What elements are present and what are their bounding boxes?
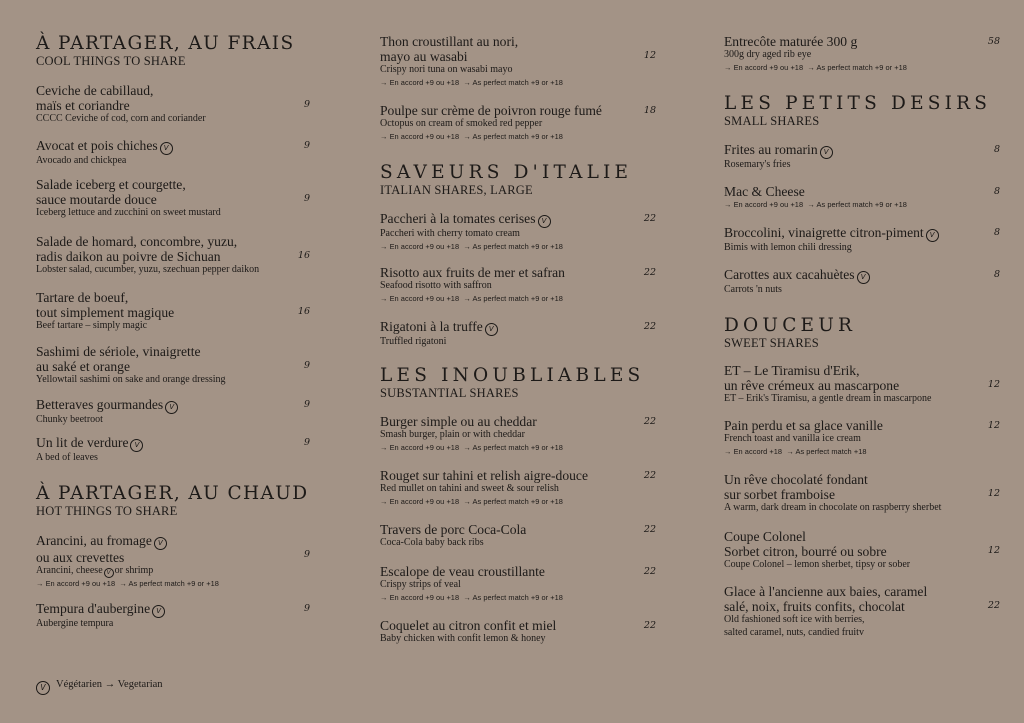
item-name-fr: Un lit de verdure — [36, 435, 129, 450]
vegetarian-icon: V — [820, 146, 833, 159]
arrow-icon: → — [463, 496, 471, 506]
item-price: 16 — [297, 306, 310, 317]
vegetarian-icon: V — [485, 323, 498, 336]
menu-item-poulpe — [380, 103, 656, 143]
vegetarian-icon: V — [104, 568, 114, 578]
item-price: 8 — [993, 227, 1000, 238]
section-subtitle: SWEET SHARES — [724, 336, 819, 350]
item-name-fr-line2: tout simplement magique — [36, 305, 175, 320]
item-price: 9 — [303, 99, 310, 110]
item-price: 9 — [303, 603, 310, 614]
item-price: 22 — [643, 416, 656, 427]
item-desc-en: Old fashioned soft ice with berries, — [724, 614, 865, 625]
item-name-fr: Thon croustillant au nori, — [380, 34, 519, 49]
item-desc-en: Iceberg lettuce and zucchini on sweet mustard — [36, 207, 221, 218]
arrow-icon: → — [463, 77, 471, 87]
item-name-fr-line2: salé, noix, fruits confits, chocolat — [724, 599, 905, 614]
pairing-note: → En accord +18 → As perfect match +18 — [724, 446, 867, 456]
legend-label-en: Vegetarian — [117, 679, 163, 690]
item-price: 12 — [987, 488, 1000, 499]
item-desc-en: Aubergine tempura — [36, 618, 114, 629]
item-desc-en: ET – Erik's Tiramisu, a gentle dream in mascarpone — [724, 393, 932, 404]
menu-item-verdure — [36, 435, 310, 465]
arrow-icon: → — [463, 241, 471, 251]
item-name-fr-line2: sauce moutarde douce — [36, 192, 157, 207]
section-title: LES INOUBLIABLES — [380, 365, 645, 386]
item-name-fr: Carottes aux cacahuètes — [724, 267, 855, 282]
section-cool-shares — [36, 33, 310, 68]
item-name-fr: Sashimi de sériole, vinaigrette — [36, 344, 201, 359]
arrow-icon: → — [36, 579, 44, 588]
item-desc-en-cont: or shrimp — [114, 565, 154, 576]
section-title: À PARTAGER, AU FRAIS — [36, 33, 295, 54]
pairing-note: → En accord +9 ou +18 → As perfect match +9 or +18 — [380, 77, 563, 87]
item-price: 12 — [987, 379, 1000, 390]
item-name-fr-line2: maïs et coriandre — [36, 98, 130, 113]
section-title: À PARTAGER, AU CHAUD — [36, 483, 309, 504]
item-price: 8 — [993, 269, 1000, 280]
pairing-note: → En accord +9 ou +18 → As perfect match +9 or +18 — [724, 200, 907, 209]
menu-item-arancini — [36, 533, 310, 590]
item-desc-en: 300g dry aged rib eye — [724, 49, 812, 60]
arrow-icon: → — [380, 131, 388, 141]
item-name-fr: Paccheri à la tomates cerises — [380, 211, 536, 226]
arrow-icon: → — [380, 496, 388, 506]
arrow-icon: → — [724, 446, 732, 456]
item-price: 22 — [643, 620, 656, 631]
item-name-fr: Rouget sur tahini et relish aigre-douce — [380, 468, 588, 483]
menu-item-coupe-colonel — [724, 529, 1000, 572]
item-desc-en: Rosemary's fries — [724, 159, 791, 170]
menu-item-mac-cheese — [724, 184, 1000, 211]
menu-item-tartare — [36, 290, 310, 333]
item-price: 12 — [987, 420, 1000, 431]
vegetarian-icon: V — [857, 271, 870, 284]
vegetarian-icon: V — [36, 681, 50, 695]
item-name-fr: Frites au romarin — [724, 142, 818, 157]
item-price: 12 — [987, 545, 1000, 556]
item-price: 8 — [993, 144, 1000, 155]
arrow-icon: → — [724, 200, 732, 209]
section-substantial-shares — [380, 365, 656, 400]
item-desc-en: French toast and vanilla ice cream — [724, 433, 861, 444]
arrow-icon: → — [807, 200, 815, 209]
menu-item-entrecote — [724, 34, 1000, 74]
item-name-fr: Travers de porc Coca-Cola — [380, 522, 527, 537]
menu-item-frites — [724, 142, 1000, 172]
item-desc-en: Crispy strips of veal — [380, 579, 461, 590]
item-name-fr: ET – Le Tiramisu d'Erik, — [724, 363, 860, 378]
item-name-fr: Coupe Colonel — [724, 529, 806, 544]
section-sweet-shares — [724, 315, 1000, 350]
vegetarian-icon: V — [926, 229, 939, 242]
item-price: 22 — [643, 470, 656, 481]
menu-item-homard — [36, 234, 310, 277]
menu-item-glace — [724, 584, 1000, 639]
item-name-fr-line2: sur sorbet framboise — [724, 487, 835, 502]
item-name-fr: Broccolini, vinaigrette citron-piment — [724, 225, 924, 240]
item-desc-en: Baby chicken with confit lemon & honey — [380, 633, 546, 644]
section-hot-shares — [36, 483, 310, 518]
item-price: 18 — [643, 105, 656, 116]
section-small-shares — [724, 93, 1000, 128]
menu-item-pain-perdu — [724, 418, 1000, 458]
item-desc-en: Smash burger, plain or with cheddar — [380, 429, 525, 440]
item-desc-en: Chunky beetroot — [36, 414, 103, 425]
item-name-fr: Arancini, au fromage — [36, 533, 152, 548]
arrow-icon: → — [463, 131, 471, 141]
section-title: DOUCEUR — [724, 315, 857, 336]
vegetarian-icon: V — [165, 401, 178, 414]
item-desc-en: Truffled rigatoni — [380, 336, 447, 347]
vegetarian-icon: V — [152, 605, 165, 618]
item-desc-en: Yellowtail sashimi on sake and orange dressing — [36, 374, 226, 385]
menu-item-travers — [380, 522, 656, 550]
item-desc-en: Carrots 'n nuts — [724, 284, 782, 295]
menu-item-risotto — [380, 265, 656, 305]
item-price: 9 — [303, 360, 310, 371]
item-name-fr: Rigatoni à la truffe — [380, 319, 483, 334]
item-name-fr-line2: au saké et orange — [36, 359, 130, 374]
arrow-icon: → — [463, 442, 471, 452]
item-name-fr: Coquelet au citron confit et miel — [380, 618, 557, 633]
item-price: 9 — [303, 140, 310, 151]
arrow-icon: → — [380, 293, 388, 303]
item-name-fr: Salade de homard, concombre, yuzu, — [36, 234, 238, 249]
item-price: 22 — [987, 600, 1000, 611]
item-name-fr-line2: ou aux crevettes — [36, 550, 125, 565]
item-price: 9 — [303, 193, 310, 204]
item-price: 22 — [643, 524, 656, 535]
menu-item-rouget — [380, 468, 656, 508]
section-subtitle: ITALIAN SHARES, LARGE — [380, 183, 533, 197]
menu-item-coquelet — [380, 618, 656, 646]
item-desc-en: A bed of leaves — [36, 452, 98, 463]
section-italian-shares — [380, 162, 656, 197]
item-name-fr: Poulpe sur crème de poivron rouge fumé — [380, 103, 602, 118]
arrow-icon: → — [807, 62, 815, 72]
section-subtitle: HOT THINGS TO SHARE — [36, 504, 178, 518]
menu-item-paccheri — [380, 211, 656, 253]
item-name-fr: Salade iceberg et courgette, — [36, 177, 186, 192]
item-name-fr-line2: mayo au wasabi — [380, 49, 468, 64]
item-name-fr: Tartare de boeuf, — [36, 290, 129, 305]
item-price: 9 — [303, 549, 310, 560]
item-price: 22 — [643, 321, 656, 332]
item-price: 9 — [303, 399, 310, 410]
item-name-fr: Glace à l'ancienne aux baies, caramel — [724, 584, 928, 599]
vegetarian-icon: V — [154, 537, 167, 550]
item-name-fr: Burger simple ou au cheddar — [380, 414, 537, 429]
arrow-icon: → — [380, 592, 388, 602]
item-price: 22 — [643, 566, 656, 577]
legend-label-fr: Végétarien — [56, 679, 103, 690]
item-name-fr: Risotto aux fruits de mer et safran — [380, 265, 565, 280]
pairing-note: → En accord +9 ou +18 → As perfect match +9 or +18 — [380, 442, 563, 452]
arrow-icon: → — [724, 62, 732, 72]
item-name-fr-line2: Sorbet citron, bourré ou sobre — [724, 544, 887, 559]
menu-item-thon — [380, 34, 656, 89]
item-desc-en: Coupe Colonel – lemon sherbet, tipsy or sober — [724, 559, 911, 570]
item-price: 22 — [643, 267, 656, 278]
item-name-fr: Un rêve chocolaté fondant — [724, 472, 868, 487]
item-desc-en: Avocado and chickpea — [36, 155, 127, 166]
item-desc-en: Crispy nori tuna on wasabi mayo — [380, 64, 513, 75]
item-desc-en: Lobster salad, cucumber, yuzu, szechuan pepper daikon — [36, 264, 260, 275]
arrow-icon: → — [380, 442, 388, 452]
item-desc-en: Red mullet on tahini and sweet & sour relish — [380, 483, 559, 494]
section-subtitle: SUBSTANTIAL SHARES — [380, 386, 519, 400]
section-title: SAVEURS D'ITALIE — [380, 162, 633, 183]
item-price: 58 — [987, 36, 1000, 47]
pairing-note: → En accord +9 ou +18 → As perfect match +9 or +18 — [724, 62, 907, 72]
item-price: 8 — [993, 186, 1000, 197]
arrow-icon: → — [463, 293, 471, 303]
item-name-fr-line2: un rêve crémeux au mascarpone — [724, 378, 900, 393]
vegetarian-icon: V — [538, 215, 551, 228]
item-desc-en: Arancini, cheese — [36, 565, 103, 576]
item-name-fr: Tempura d'aubergine — [36, 601, 151, 616]
menu-item-burger — [380, 414, 656, 454]
item-name-fr: Ceviche de cabillaud, — [36, 83, 154, 98]
vegetarian-icon: V — [130, 439, 143, 452]
item-desc-en: Coca-Cola baby back ribs — [380, 537, 484, 548]
menu-item-ceviche — [36, 83, 310, 126]
arrow-icon: → — [104, 679, 116, 690]
menu-item-betteraves — [36, 397, 310, 427]
item-price: 12 — [643, 50, 656, 61]
pairing-note: → En accord +9 ou +18 → As perfect match +9 or +18 — [36, 579, 219, 588]
arrow-icon: → — [119, 579, 127, 588]
menu-item-tiramisu — [724, 363, 1000, 406]
item-desc-en: Bimis with lemon chili dressing — [724, 242, 852, 253]
item-desc-en: Seafood risotto with saffron — [380, 280, 492, 291]
section-subtitle: COOL THINGS TO SHARE — [36, 54, 186, 68]
item-desc-en: A warm, dark dream in chocolate on raspberry sherbet — [724, 502, 942, 513]
pairing-note: → En accord +9 ou +18 → As perfect match +9 or +18 — [380, 592, 563, 602]
item-price: 9 — [303, 437, 310, 448]
item-price: 16 — [297, 250, 310, 261]
menu-item-salade-iceberg — [36, 177, 310, 220]
section-subtitle: SMALL SHARES — [724, 114, 820, 128]
item-name-fr: Betteraves gourmandes — [36, 397, 164, 412]
item-name-fr: Avocat et pois chiches — [36, 138, 158, 153]
item-name-fr: Pain perdu et sa glace vanille — [724, 418, 883, 433]
menu-item-sashimi — [36, 344, 310, 387]
menu-item-carottes — [724, 267, 1000, 297]
pairing-note: → En accord +9 ou +18 → As perfect match +9 or +18 — [380, 496, 563, 506]
arrow-icon: → — [463, 592, 471, 602]
item-name-fr: Escalope de veau croustillante — [380, 564, 545, 579]
arrow-icon: → — [380, 77, 388, 87]
section-title: LES PETITS DESIRS — [724, 93, 992, 114]
menu-item-tempura — [36, 601, 310, 631]
item-desc-en-line2: salted caramel, nuts, candied fruitv — [724, 626, 864, 638]
menu-item-avocat — [36, 138, 310, 168]
pairing-note: → En accord +9 ou +18 → As perfect match +9 or +18 — [380, 131, 563, 141]
item-name-fr: Entrecôte maturée 300 g — [724, 34, 858, 49]
menu-item-chocolat — [724, 472, 1000, 515]
arrow-icon: → — [786, 446, 794, 456]
item-desc-en: Beef tartare – simply magic — [36, 320, 148, 331]
menu-item-escalope — [380, 564, 656, 604]
vegetarian-legend — [36, 679, 163, 695]
item-price: 22 — [643, 213, 656, 224]
item-desc-en: Paccheri with cherry tomato cream — [380, 228, 520, 239]
item-desc-en: Octopus on cream of smoked red pepper — [380, 118, 543, 129]
item-name-fr-line2: radis daikon au poivre de Sichuan — [36, 249, 221, 264]
menu-item-rigatoni — [380, 319, 656, 349]
item-name-fr: Mac & Cheese — [724, 184, 805, 199]
item-desc-en: CCCC Ceviche of cod, corn and coriander — [36, 113, 206, 124]
pairing-note: → En accord +9 ou +18 → As perfect match +9 or +18 — [380, 241, 563, 251]
menu-item-broccolini — [724, 225, 1000, 255]
vegetarian-icon: V — [160, 142, 173, 155]
pairing-note: → En accord +9 ou +18 → As perfect match +9 or +18 — [380, 293, 563, 303]
arrow-icon: → — [380, 241, 388, 251]
